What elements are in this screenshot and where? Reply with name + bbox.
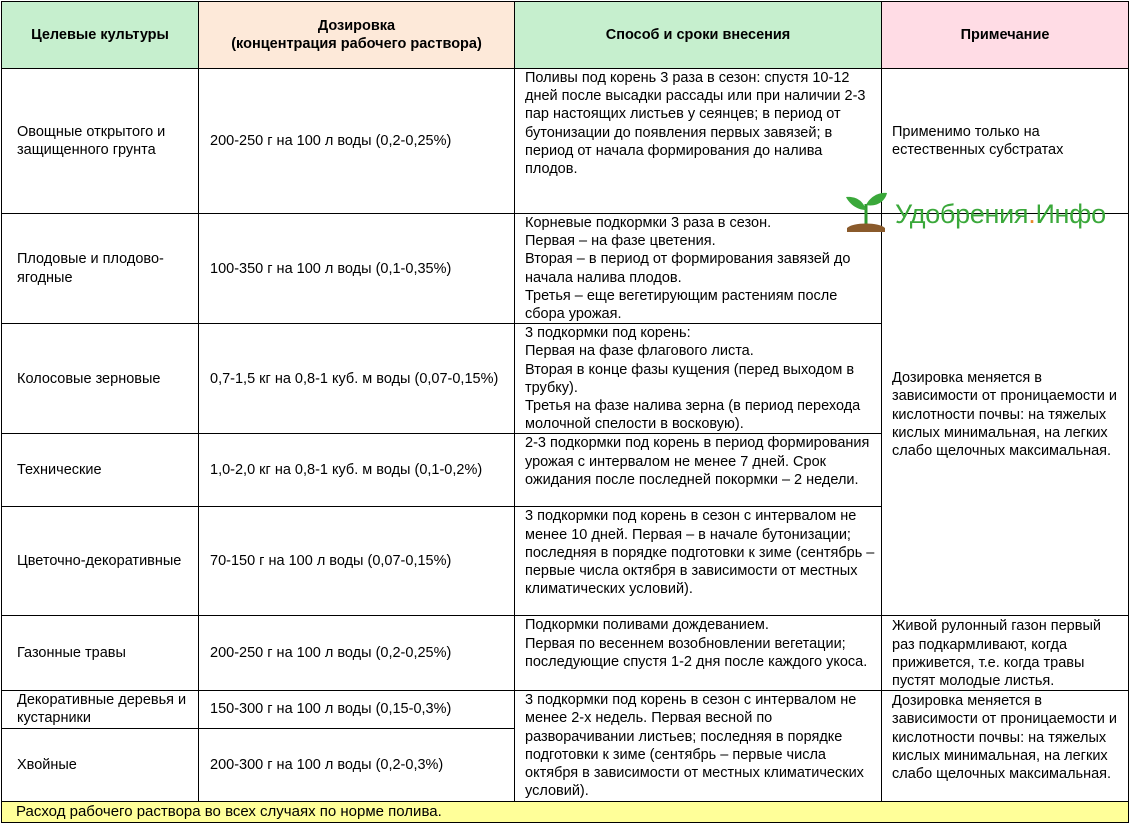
dosage-cell: 200-250 г на 100 л воды (0,2-0,25%) [199,69,515,214]
crop-cell: Хвойные [2,728,199,801]
note-cell: Дозировка меняется в зависимости от проницаемости и кислотности почвы: на тяжелых кислых минимальная, на легких слабо щелочных максимальная. [882,691,1129,801]
method-line: 3 подкормки под корень: [525,325,691,342]
method-line: Третья на фазе налива зерна (в период перехода молочной спелости в восковую). [525,398,861,433]
dosage-cell: 0,7-1,5 кг на 0,8-1 куб. м воды (0,07-0,15%) [199,324,515,434]
method-line: Третья – еще вегетирующим растениям после сбора урожая. [525,287,838,323]
watermark-logo [843,192,1106,236]
dosage-cell: 150-300 г на 100 л воды (0,15-0,3%) [199,691,515,728]
footer-note: Расход рабочего раствора во всех случаях по норме полива. [2,801,1129,822]
dosage-cell: 100-350 г на 100 л воды (0,1-0,35%) [199,214,515,324]
note-cell: Живой рулонный газон первый раз подкармливают, когда приживется, т.е. когда травы пустят молодые листья. [882,616,1129,691]
watermark-text: Удобрения.Инфо [895,198,1106,229]
method-cell [515,214,882,324]
crop-cell: Технические [2,434,199,507]
note-cell: Дозировка меняется в зависимости от проницаемости и кислотности почвы: на тяжелых кислых минимальная, на легких слабо щелочных максимальная. [882,214,1129,616]
header-row [2,2,1129,69]
method-cell [515,324,882,434]
table-row [2,616,1129,691]
header-method: Способ и сроки внесения [515,2,882,69]
note-cell: Применимо только на естественных субстратах [882,69,1129,214]
dosage-cell: 200-250 г на 100 л воды (0,2-0,25%) [199,616,515,691]
method-cell: 3 подкормки под корень в сезон с интервалом не менее 2-х недель. Первая весной по разворачивании листьев; последняя в порядке подготовки к зиме (сентябрь – первые числа октября в зависимости от местных климатических условий). [515,691,882,801]
method-cell [515,616,882,691]
method-line: Корневые подкормки 3 раза в сезон. [525,215,772,231]
method-cell: 3 подкормки под корень в сезон с интервалом не менее 10 дней. Первая – в начале бутонизации; последняя в порядке подготовки к зиме (сентябрь – первые числа октября в зависимости от местных климатических условий). [515,507,882,616]
method-line: Вторая в конце фазы кущения (перед выходом в трубку). [525,361,855,396]
crop-cell: Цветочно-декоративные [2,507,199,616]
crop-cell: Плодовые и плодово-ягодные [2,214,199,324]
header-dosage [199,2,515,69]
dosage-cell: 1,0-2,0 кг на 0,8-1 куб. м воды (0,1-0,2%) [199,434,515,507]
table-row [2,691,1129,728]
dosage-cell: 70-150 г на 100 л воды (0,07-0,15%) [199,507,515,616]
method-line: Первая по весеннем возобновлении вегетации; последующие спустя 1-2 дня после каждого укоса. [525,635,868,670]
method-cell: Поливы под корень 3 раза в сезон: спустя 10-12 дней после высадки рассады или при наличии 2-3 пар настоящих листьев у сеянцев; в период от бутонизации до появления первых завязей; в период от начала формирования до налива плодов. [515,69,882,214]
method-line: Первая – на фазе цветения. [525,233,716,250]
method-line: Первая на фазе флагового листа. [525,343,754,360]
header-dosage-subtitle: (концентрация рабочего раствора) [231,36,482,52]
method-line: Подкормки поливами дождеванием. [525,617,769,634]
crop-cell: Газонные травы [2,616,199,691]
header-dosage-title: Дозировка [317,18,396,34]
method-line: Вторая – в период от формирования завязей до начала налива плодов. [525,251,851,286]
crop-cell: Колосовые зерновые [2,324,199,434]
footer-row [2,801,1129,822]
crop-cell: Декоративные деревья и кустарники [2,691,199,728]
header-note: Примечание [882,2,1129,69]
method-cell: 2-3 подкормки под корень в период формирования урожая с интервалом не менее 7 дней. Срок ожидания после последней покормки – 2 недели. [515,434,882,507]
fertilizer-dosage-table [1,1,1129,823]
dosage-cell: 200-300 г на 100 л воды (0,2-0,3%) [199,728,515,801]
crop-cell: Овощные открытого и защищенного грунта [2,69,199,214]
header-crops: Целевые культуры [2,2,199,69]
sprout-in-soil-icon [843,190,889,239]
